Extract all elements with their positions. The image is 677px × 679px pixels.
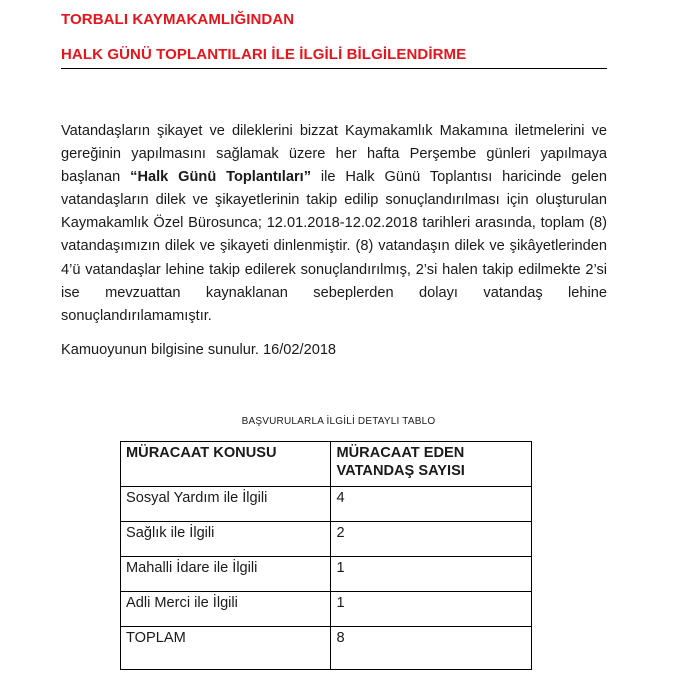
- header-subject: MÜRACAAT KONUSU: [121, 442, 331, 487]
- header-citizen-count: MÜRACAAT EDEN VATANDAŞ SAYISI: [331, 442, 532, 487]
- row-subject: Adli Merci ile İlgili: [121, 592, 331, 627]
- table-caption: BAŞVURULARLA İLGİLİ DETAYLI TABLO: [241, 416, 436, 427]
- title-divider: [61, 68, 607, 69]
- public-notice: Kamuoyunun bilgisine sunulur. 16/02/2018: [61, 342, 337, 358]
- row-subject: Mahalli İdare ile İlgili: [121, 557, 331, 592]
- table-row: [121, 557, 532, 592]
- table-total-row: [121, 627, 532, 670]
- document-subtitle: HALK GÜNÜ TOPLANTILARI İLE İLGİLİ BİLGİLENDİRME: [61, 46, 467, 63]
- paragraph-text-end: ile Halk Günü Toplantısı haricinde gelen vatandaşların dilek ve şikayetlerinin takip edilip sonuçlandırılması için oluşturulan Kaymakamlık Özel Bürosunca; 12.01.2018-12.02.2018 tarihleri arasında, toplam (8) vatandaşımızın dilek ve şikayeti dinlenmiştir. (8) vatandaşın dilek ve şikâyetlerinden 4’ü vatandaşlar lehine takip edilerek sonuçlandırılmış, 2’si halen takip edilmekte 2’si ise mevzuattan kaynaklanan sebeplerden dolayı vatandaş lehine sonuçlandırılamamıştır.: [61, 169, 607, 324]
- row-count: 1: [331, 557, 532, 592]
- paragraph-emphasis: “Halk Günü Toplantıları”: [130, 169, 312, 186]
- document-title: TORBALI KAYMAKAMLIĞINDAN: [61, 11, 295, 28]
- paragraph-text-start: Vatandaşların şikayet ve dileklerini bizzat Kaymakamlık Makamına iletmelerini ve gereğinin yapılmasını sağlamak üzere her hafta Perşembe günleri yapılmaya başlanan: [61, 123, 607, 186]
- row-subject: Sosyal Yardım ile İlgili: [121, 487, 331, 522]
- row-subject: Sağlık ile İlgili: [121, 522, 331, 557]
- table-row: [121, 487, 532, 522]
- table-row: [121, 522, 532, 557]
- row-count: 2: [331, 522, 532, 557]
- row-count: 4: [331, 487, 532, 522]
- body-paragraph: [61, 120, 607, 328]
- total-label: TOPLAM: [121, 627, 331, 670]
- row-count: 1: [331, 592, 532, 627]
- total-count: 8: [331, 627, 532, 670]
- table-row: [121, 592, 532, 627]
- application-details-table: [120, 441, 532, 670]
- table-header-row: [121, 442, 532, 487]
